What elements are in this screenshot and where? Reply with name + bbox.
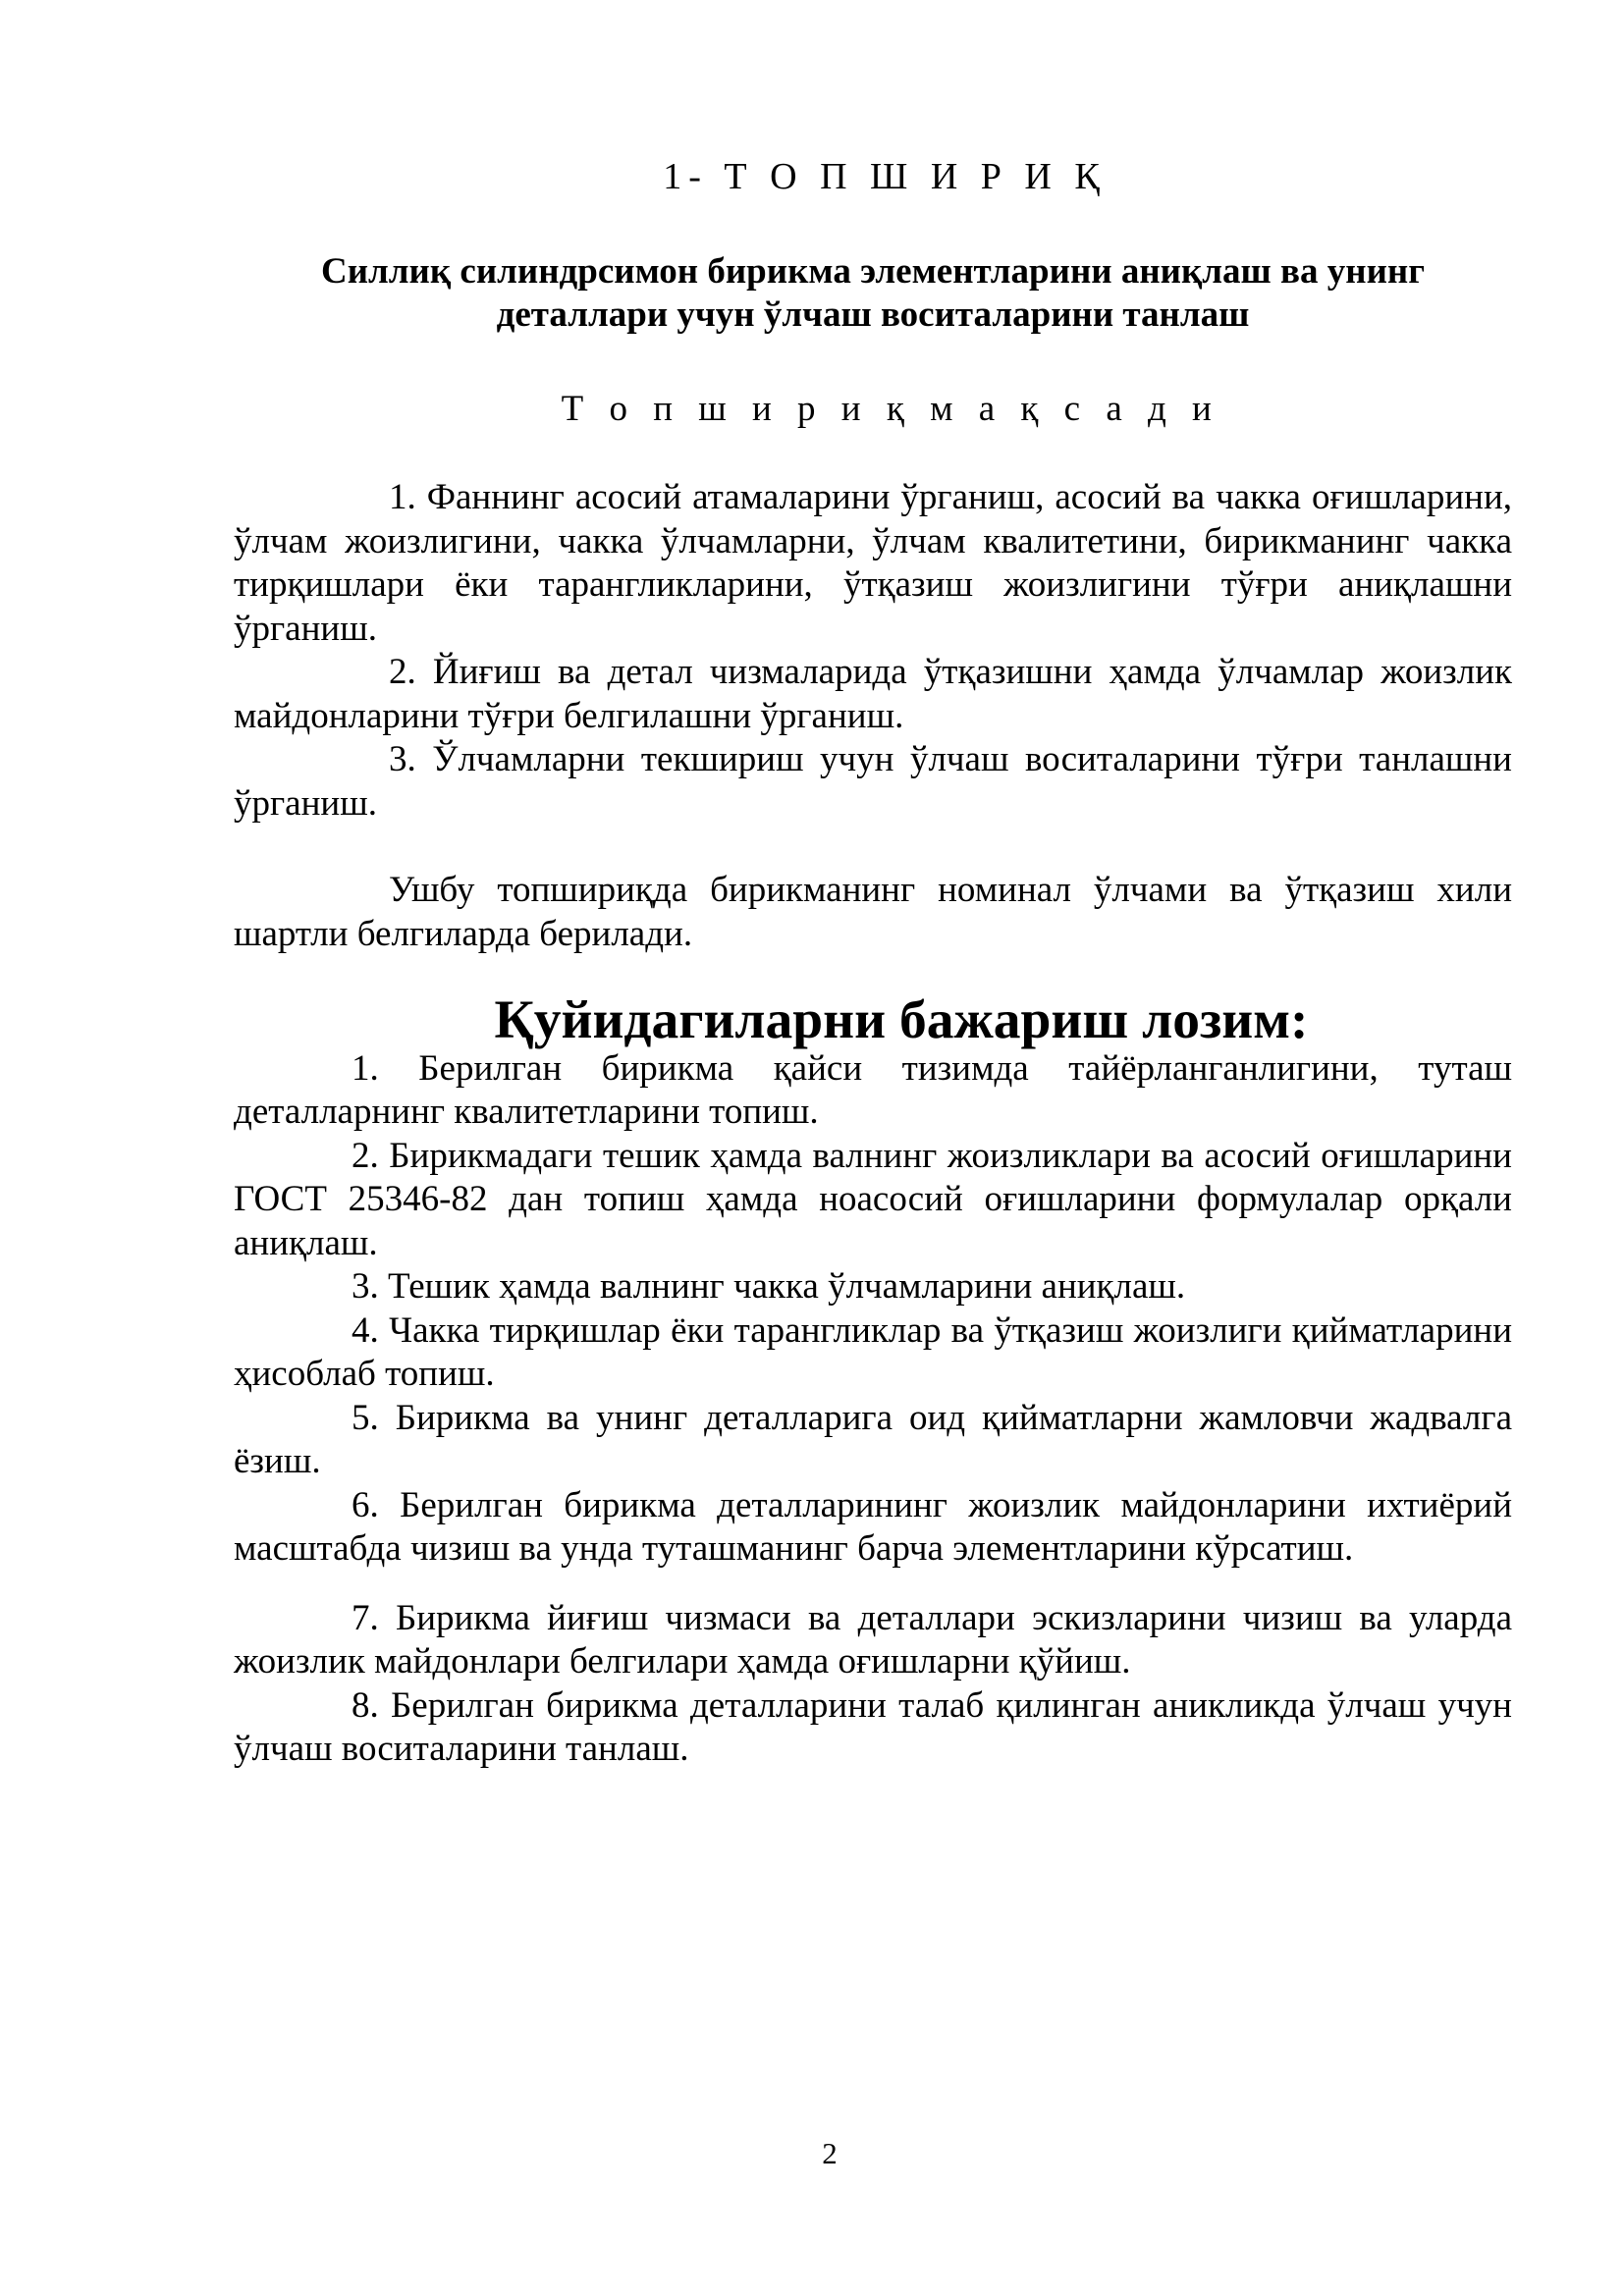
requirement-item-7: 7. Бирикма йиғиш чизмаси ва деталлари эскизларини чизиш ва уларда жоизлик майдонлари белгилари ҳамда оғишларни қўйиш. — [234, 1597, 1512, 1682]
objective-item-3: 3. Ўлчамларни текшириш учун ўлчаш воситаларини тўғри танлашни ўрганиш. — [234, 739, 1512, 824]
requirement-item-5: 5. Бирикма ва унинг деталларига оид қийматларни жамловчи жадвалга ёзиш. — [234, 1397, 1512, 1481]
requirement-item-8: 8. Берилган бирикма деталларини талаб қилинган аникликда ўлчаш учун ўлчаш воситаларини танлаш. — [234, 1684, 1512, 1769]
requirement-item-1: 1. Берилган бирикма қайси тизимда тайёрланганлигини, туташ деталларнинг квалитетларини топиш. — [234, 1047, 1512, 1132]
objective-item-2: 2. Йиғиш ва детал чизмаларида ўтқазишни ҳамда ўлчамлар жоизлик майдонларини тўғри белгилашни ўрганиш. — [234, 652, 1512, 736]
objective-item-1: 1. Фаннинг асосий атамаларини ўрганиш, асосий ва чакка оғишларини, ўлчам жоизлигини, чакка ўлчамларни, ўлчам квалитетини, бирикманинг чакка тирқишлари ёки тарангликларини, ўтқазиш жоизлигини тўғри аниқлашни ўрганиш. — [234, 477, 1512, 649]
requirements-list — [234, 1047, 1512, 1772]
document-title — [234, 250, 1512, 337]
requirement-item-4: 4. Чакка тирқишлар ёки тарангликлар ва ўтқазиш жоизлиги қийматларини ҳисоблаб топиш. — [234, 1309, 1512, 1394]
requirement-item-3: 3. Тешик ҳамда валнинг чакка ўлчамларини аниқлаш. — [352, 1266, 1186, 1307]
title-line-1: Силлиқ силиндрсимон бирикма элементларини аниқлаш ва унинг — [320, 250, 1426, 292]
page-number: 2 — [822, 2136, 838, 2170]
objective-heading: Т о п ш и р и қ м а қ с а д и — [561, 388, 1220, 429]
requirement-item-6: 6. Берилган бирикма деталларининг жоизлик майдонларини ихтиёрий масштабда чизиш ва унда туташманинг барча элементларини кўрсатиш. — [234, 1484, 1512, 1569]
requirement-item-2: 2. Бирикмадаги тешик ҳамда валнинг жоизликлари ва асосий оғишларини ГОСТ 25346-82 дан топиш ҳамда ноасосий оғишларини формулалар орқали аниқлаш. — [234, 1135, 1512, 1263]
note-paragraph: Ушбу топшириқда бирикманинг номинал ўлчами ва ўтқазиш хили шартли белгиларда берилади. — [234, 870, 1512, 954]
page-content — [234, 155, 1512, 1772]
requirements-heading: Қуйидагиларни бажариш лозим: — [494, 990, 1309, 1050]
title-line-2: деталлари учун ўлчаш воситаларини танлаш — [496, 294, 1250, 335]
task-number-heading: 1- Т О П Ш И Р И Қ — [663, 156, 1107, 197]
objectives-list — [234, 476, 1512, 826]
